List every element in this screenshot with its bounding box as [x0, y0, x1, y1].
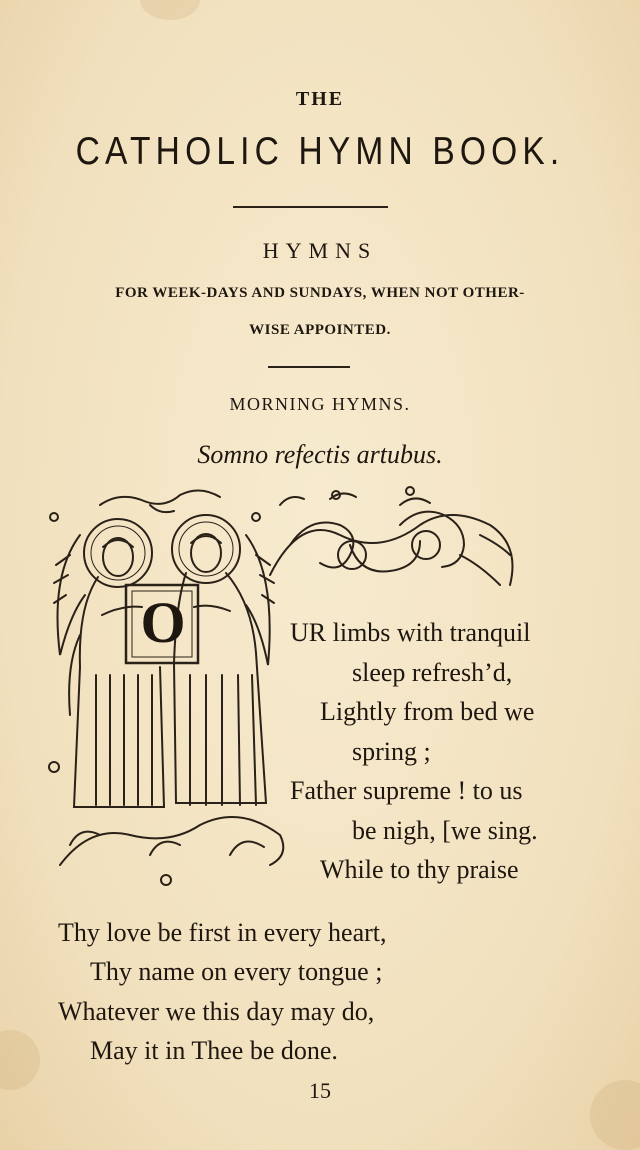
stanza1-line: UR limbs with tranquil	[290, 618, 531, 647]
title-rule	[233, 206, 388, 208]
section-subtitle-line2: WISE APPOINTED.	[249, 322, 391, 338]
paper-stain	[140, 0, 200, 20]
book-title: CATHOLIC HYMN BOOK.	[75, 130, 565, 173]
section-heading: HYMNS	[262, 238, 378, 263]
drop-cap-letter: O	[140, 590, 186, 655]
stanza1-line: sleep refresh’d,	[352, 658, 513, 687]
stanza1-line: Lightly from bed we	[320, 697, 535, 726]
title-article: THE	[295, 88, 345, 110]
stanza2-line: Whatever we this day may do,	[58, 997, 375, 1026]
stanza1-line: spring ;	[352, 737, 431, 766]
stanza2-line: Thy name on every tongue ;	[90, 957, 383, 986]
stanza2-line: May it in Thee be done.	[90, 1036, 338, 1065]
stanza2-line: Thy love be first in every heart,	[58, 918, 387, 947]
section-subtitle-line1: FOR WEEK-DAYS AND SUNDAYS, WHEN NOT OTHER-	[115, 285, 525, 301]
stanza1-line: Father supreme ! to us	[290, 776, 523, 805]
hymn-category: MORNING HYMNS.	[229, 394, 411, 414]
hymn-latin-title: Somno refectis artubus.	[197, 440, 443, 469]
section-rule	[268, 366, 350, 368]
stanza1-line: be nigh, [we sing.	[352, 816, 538, 845]
stanza1-line: While to thy praise	[320, 855, 519, 884]
page-number: 15	[309, 1078, 331, 1103]
